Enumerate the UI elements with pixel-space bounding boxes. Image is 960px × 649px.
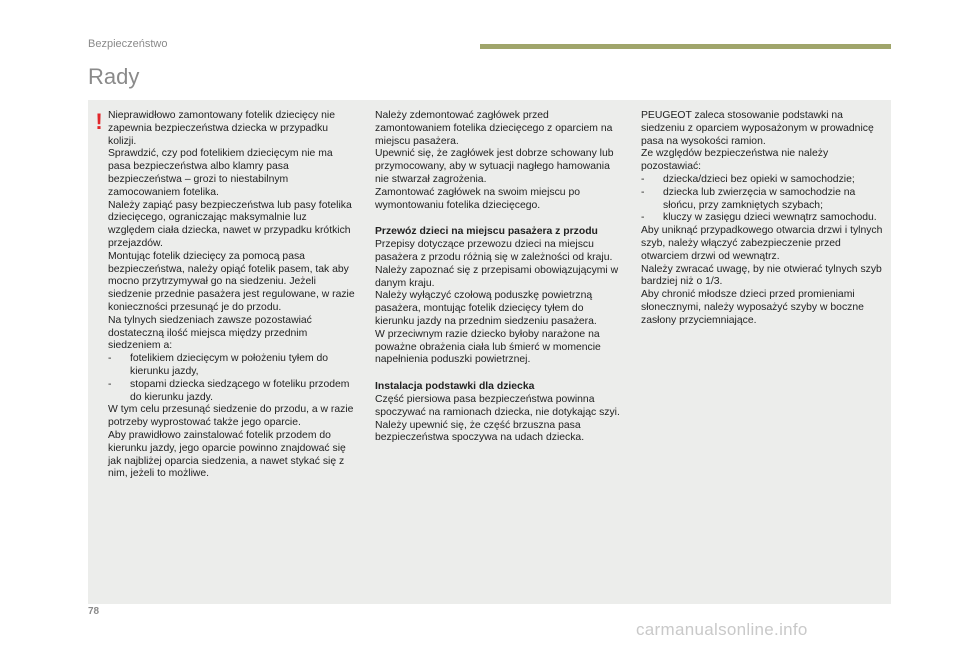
paragraph: Należy zapiąć pasy bezpieczeństwa lub pasy fotelika dziecięcego, ograniczając maksymalnie luz względem ciała dziecka, nawet w przypadku krótkich przejazdów. xyxy=(108,199,352,249)
paragraph: Ze względów bezpieczeństwa nie należy pozostawiać: xyxy=(641,148,829,173)
list-item-text: stopami dziecka siedzącego w foteliku przodem do kierunku jazdy. xyxy=(130,378,350,403)
dash-bullet: - xyxy=(108,378,112,390)
warning-icon: ! xyxy=(95,109,103,134)
dash-bullet: - xyxy=(641,186,645,198)
paragraph: Aby uniknąć przypadkowego otwarcia drzwi i tylnych szyb, należy włączyć zabezpieczenie przed otwarciem drzwi od wewnątrz. xyxy=(641,225,883,262)
column-3 xyxy=(641,110,885,328)
paragraph: Zamontować zagłówek na swoim miejscu po wymontowaniu fotelika dziecięcego. xyxy=(375,186,581,211)
dash-bullet: - xyxy=(108,353,112,365)
list-item xyxy=(108,379,356,405)
list-item xyxy=(641,187,885,213)
list-item-text: dziecka lub zwierzęcia w samochodzie na słońcu, przy zamkniętych szybach; xyxy=(663,186,856,211)
header-accent-bar xyxy=(480,44,891,49)
paragraph: Należy zwracać uwagę, by nie otwierać tylnych szyb bardziej niż o 1/3. xyxy=(641,263,882,288)
list-item xyxy=(641,212,885,225)
paragraph: W tym celu przesunąć siedzenie do przodu, a w razie potrzeby wyprostować także jego oparcie. xyxy=(108,404,354,429)
paragraph: W przeciwnym razie dziecko byłoby narażone na poważne obrażenia ciała lub śmierć w momencie napełnienia poduszki powietrznej. xyxy=(375,328,601,366)
list-item-text: kluczy w zasięgu dzieci wewnątrz samochodu. xyxy=(663,212,877,224)
dash-bullet: - xyxy=(641,212,645,224)
paragraph: Sprawdzić, czy pod fotelikiem dziecięcym nie ma pasa bezpieczeństwa albo klamry pasa bezpieczeństwa – grozi to niestabilnym zamocowaniem fotelika. xyxy=(108,148,333,198)
subheading-booster-seat: Instalacja podstawki dla dziecka xyxy=(375,381,535,393)
page-title: Rady xyxy=(88,64,140,89)
list-item-text: fotelikiem dziecięcym w położeniu tyłem do kierunku jazdy, xyxy=(130,353,329,377)
paragraph: Należy upewnić się, że część brzuszna pasa bezpieczeństwa spoczywa na udach dziecka. xyxy=(375,419,585,444)
bullet-list xyxy=(641,174,885,225)
paragraph: Przepisy dotyczące przewozu dzieci na miejscu pasażera z przodu różnią się w zależności od kraju. Należy zapoznać się z przepisami obowiązującymi w danym kraju. xyxy=(375,239,619,289)
paragraph: PEUGEOT zaleca stosowanie podstawki na siedzeniu z oparciem wyposażonym w prowadnicę pasa na wysokości ramion. xyxy=(641,110,874,147)
page-number: 78 xyxy=(88,606,100,617)
column-2 xyxy=(375,110,625,445)
paragraph: Na tylnych siedzeniach zawsze pozostawiać dostateczną ilość miejsca między przednim siedzeniem a: xyxy=(108,314,312,352)
section-label: Bezpieczeństwo xyxy=(88,38,168,50)
paragraph: Upewnić się, że zagłówek jest dobrze schowany lub przymocowany, aby w sytuacji nagłego hamowania nie stwarzał zagrożenia. xyxy=(375,148,614,185)
paragraph: Część piersiowa pasa bezpieczeństwa powinna spoczywać na ramionach dziecka, nie dotykając szyi. xyxy=(375,393,620,418)
list-item xyxy=(641,174,885,187)
list-item xyxy=(108,353,356,379)
subheading-front-passenger: Przewóz dzieci na miejscu pasażera z przodu xyxy=(375,226,598,238)
watermark: carmanualsonline.info xyxy=(636,620,808,639)
paragraph: Należy wyłączyć czołową poduszkę powietrzną pasażera, montując fotelik dziecięcy tyłem do kierunku jazdy na przednim siedzeniu pasażera. xyxy=(375,290,597,327)
column-1 xyxy=(108,110,356,481)
paragraph: Nieprawidłowo zamontowany fotelik dziecięcy nie zapewnia bezpieczeństwa dziecka w przypadku kolizji. xyxy=(108,110,335,147)
content-panel xyxy=(88,100,891,604)
paragraph: Aby chronić młodsze dzieci przed promieniami słonecznymi, należy wyposażyć szyby w boczne zasłony przyciemniające. xyxy=(641,289,864,326)
dash-bullet: - xyxy=(641,173,645,185)
paragraph: Należy zdemontować zagłówek przed zamontowaniem fotelika dziecięcego z oparciem na miejscu pasażera. xyxy=(375,110,613,147)
bullet-list xyxy=(108,353,356,404)
list-item-text: dziecka/dzieci bez opieki w samochodzie; xyxy=(663,173,855,185)
paragraph: Aby prawidłowo zainstalować fotelik przodem do kierunku jazdy, jego oparcie powinno znajdować się jak najbliżej oparcia siedzenia, a nawet stykać się z nim, jeżeli to możliwe. xyxy=(108,429,346,480)
paragraph: Montując fotelik dziecięcy za pomocą pasa bezpieczeństwa, należy opiąć fotelik pasem, tak aby mocno przytrzymywał go na siedzeniu. Jeżeli siedzenie przednie pasażera jest regulowane, w razie konieczności przesunąć je do przodu. xyxy=(108,250,355,313)
